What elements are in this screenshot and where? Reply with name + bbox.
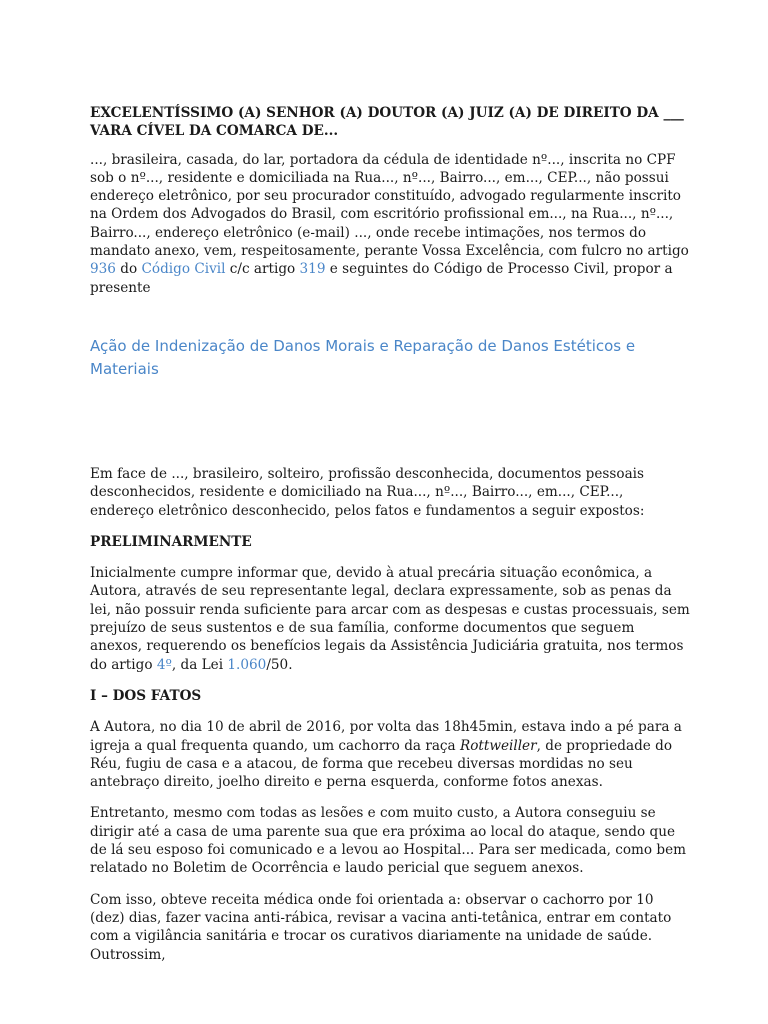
preliminary-text-2: , da Lei [171, 656, 228, 673]
link-artigo-319[interactable]: 319 [299, 261, 326, 278]
preliminary-paragraph [90, 564, 690, 674]
intro-text-1: ..., brasileira, casada, do lar, portadora da cédula de identidade nº..., inscrita no CPF sob o nº..., residente e domiciliada na Rua..., nº..., Bairro..., em..., CEP..., não possui endereço eletrônico, por seu procurador constituído, advogado regularmente inscrito na Ordem dos Advogados do Brasil, com escritório profissional em..., na Rua..., nº..., Bairro..., endereço eletrônico (e-mail) ..., onde recebe intimações, nos termos do mandato anexo, vem, respeitosamente, perante Vossa Excelência, com fulcro no artigo [90, 151, 689, 260]
dog-breed: Rottweiller [459, 737, 537, 754]
facts-heading: I – DOS FATOS [90, 687, 202, 704]
action-title: Ação de Indenização de Danos Morais e Reparação de Danos Estéticos e Materiais [90, 336, 636, 378]
link-codigo-civil[interactable]: Código Civil [141, 261, 226, 278]
facts-p1-text-2: , de propriedade do Réu, fugiu de casa e a atacou, de forma que recebeu diversas mordidas no seu antebraço direito, joelho direito e perna esquerda, conforme fotos anexas. [90, 737, 673, 791]
link-artigo-936[interactable]: 936 [90, 261, 116, 278]
intro-text-2: do [115, 261, 142, 278]
facts-paragraph-2: Entretanto, mesmo com todas as lesões e com muito custo, a Autora conseguiu se dirigir até a casa de uma parente sua que era próxima ao local do ataque, sendo que de lá seu esposo foi comunicado e a levou ao Hospital... Para ser medicada, como bem relatado no Boletim de Ocorrência e laudo pericial que seguem anexos. [90, 805, 687, 877]
intro-paragraph [90, 151, 690, 297]
preliminary-text-1: Inicialmente cumpre informar que, devido à atual precária situação econômica, a Autora, através de seu representante legal, declara expressamente, sob as penas da lei, não possuir renda suficiente para arcar com as despesas e custas processuais, sem prejuízo de seus sustentos e de sua família, conforme documentos que seguem anexos, requerendo os benefícios legais da Assistência Judiciária gratuita, nos termos do artigo [90, 565, 690, 673]
intro-text-3: c/c artigo [225, 261, 300, 278]
against-paragraph: Em face de ..., brasileiro, solteiro, profissão desconhecida, documentos pessoais desconhecidos, residente e domiciliado na Rua..., nº..., Bairro..., em..., CEP..., endereço eletrônico desconhecido, pelos fatos e fundamentos a seguir expostos: [90, 465, 645, 519]
facts-p1-text-1: A Autora, no dia 10 de abril de 2016, por volta das 18h45min, estava indo a pé para a igreja a qual frequenta quando, um cachorro da raça [90, 719, 682, 754]
facts-paragraph-3: Com isso, obteve receita médica onde foi orientada a: observar o cachorro por 10 (dez) dias, fazer vacina anti-rábica, revisar a vacina anti-tetânica, entrar em contato com a vigilância sanitária e trocar os curativos diariamente na unidade de saúde. Outrossim, [90, 891, 672, 963]
intro-text-4: e seguintes do Código de Processo Civil, propor a presente [90, 261, 673, 296]
preliminary-heading: PRELIMINARMENTE [90, 533, 252, 550]
facts-paragraph-1 [90, 718, 690, 791]
document-page [90, 104, 690, 964]
document-heading: EXCELENTÍSSIMO (A) SENHOR (A) DOUTOR (A) JUIZ (A) DE DIREITO DA ___ VARA CÍVEL DA COMARCA DE... [90, 105, 684, 140]
link-lei-1060[interactable]: 1.060 [227, 656, 267, 673]
preliminary-text-3: /50. [266, 656, 293, 673]
link-artigo-4[interactable]: 4º [156, 656, 172, 673]
